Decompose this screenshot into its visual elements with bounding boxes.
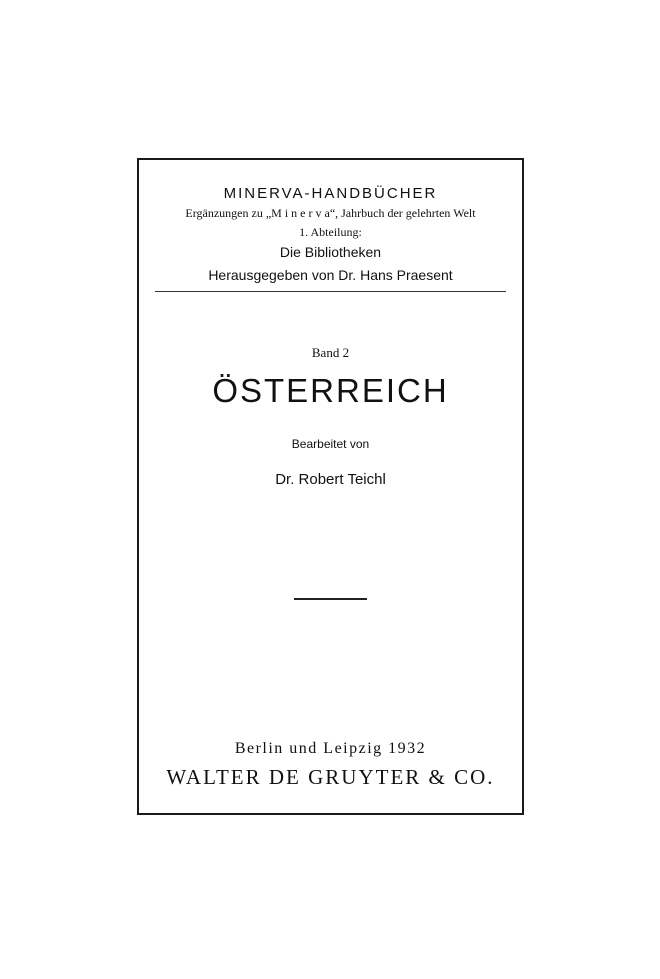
- series-editor: Herausgegeben von Dr. Hans Praesent: [208, 267, 453, 283]
- division-title: Die Bibliotheken: [279, 244, 382, 260]
- imprint-place-year: Berlin und Leipzig 1932: [234, 740, 427, 757]
- center-divider: [294, 598, 367, 600]
- author-name: Dr. Robert Teichl: [275, 471, 386, 488]
- series-title: MINERVA-HANDBÜCHER: [223, 185, 438, 202]
- edited-by-label: Bearbeitet von: [291, 437, 370, 451]
- book-title: ÖSTERREICH: [212, 372, 449, 409]
- division-label: 1. Abteilung:: [299, 225, 362, 239]
- series-subtitle: Ergänzungen zu „M i n e r v a“, Jahrbuch der gelehrten Welt: [185, 206, 476, 220]
- header-divider: [155, 291, 506, 292]
- title-page-frame: [137, 158, 524, 815]
- volume-number: Band 2: [311, 345, 350, 360]
- publisher-name: WALTER DE GRUYTER & CO.: [166, 765, 495, 789]
